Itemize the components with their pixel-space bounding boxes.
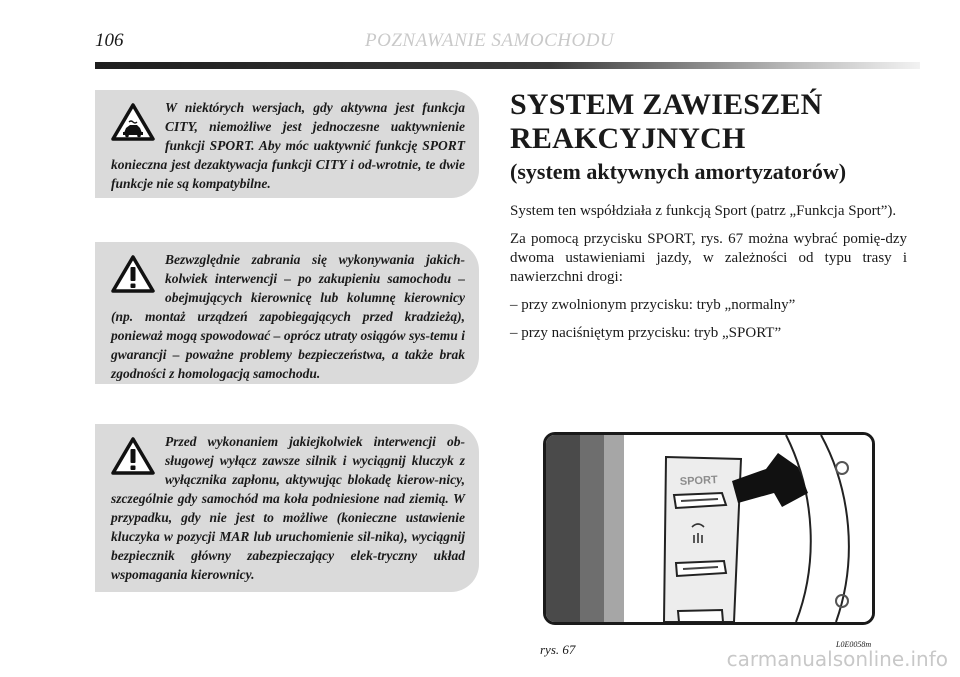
sport-label: SPORT — [679, 474, 719, 488]
sport-button-illustration — [546, 435, 872, 622]
figure-caption: rys. 67 — [540, 642, 576, 657]
sport-button-figure — [543, 432, 875, 625]
warning-triangle-icon — [111, 254, 155, 294]
watermark: carmanualsonline.info — [726, 647, 948, 671]
figure-code: L0E0058m — [836, 640, 872, 649]
body-paragraph: System ten współdziała z funkcją Sport (patrz „Funkcja Sport”). — [510, 203, 897, 219]
warning-box-city-sport — [95, 90, 479, 198]
section-active-suspension — [510, 88, 907, 352]
warning-text: Przed wykonaniem jakiejkolwiek interwencji ob-sługowej wyłącz zawsze silnik i wyciągnij kluczyk z wyłącznika zapłonu, aktywując blokadę kierow-nicy, szczególnie gdy samochód ma koła podniesione nad ziemią. W przypadku, gdy nie jest to możliwe (konieczne ustawienie kluczyka w pozycji MAR lub uruchomienie sil-nika), wyciągnij bezpiecznik główny zabezpieczający elek-tryczny układ wspomagania kierownicy. — [111, 434, 465, 582]
body-paragraph: – przy zwolnionym przycisku: tryb „normalny” — [510, 297, 796, 313]
car-warning-icon — [111, 102, 155, 142]
section-title-line1: SYSTEM ZAWIESZEŃ — [510, 88, 823, 121]
body-paragraph: – przy naciśniętym przycisku: tryb „SPORT” — [510, 325, 782, 341]
body-paragraph: Za pomocą przycisku SPORT, rys. 67 można wybrać pomię-dzy dwoma ustawieniami jazdy, w zależności od typu trasy i nawierzchni drogi: — [510, 231, 907, 285]
header-rule — [95, 62, 920, 69]
section-title — [510, 88, 907, 156]
warning-text: Bezwzględnie zabrania się wykonywania jakich-kolwiek interwencji – po zakupieniu samochodu – obejmujących kierownicę lub kolumnę kierownicy (np. montaż urządzeń zapobiegających przed kradzieżą), ponieważ mogą spowodować – oprócz utraty osiągów sys-temu i gwarancji – poważne problemy bezpieczeństwa, a także brak zgodności z homologacją samochodu. — [111, 252, 465, 381]
warning-triangle-icon — [111, 436, 155, 476]
warning-text: W niektórych wersjach, gdy aktywna jest funkcja CITY, niemożliwe jest jednoczesne uaktywnienie funkcji SPORT. Aby móc uaktywnić funkcję SPORT konieczna jest dezaktywacja funkcji CITY i od-wrotnie, te dwie funkcje nie są kompatybilne. — [111, 100, 465, 191]
section-title-line2: REAKCYJNYCH — [510, 122, 746, 155]
section-subtitle: (system aktywnych amortyzatorów) — [510, 159, 847, 184]
page-number: 106 — [95, 30, 124, 51]
warning-box-steering-modification — [95, 242, 479, 384]
running-head: POZNAWANIE SAMOCHODU — [365, 30, 615, 51]
warning-box-maintenance — [95, 424, 479, 592]
